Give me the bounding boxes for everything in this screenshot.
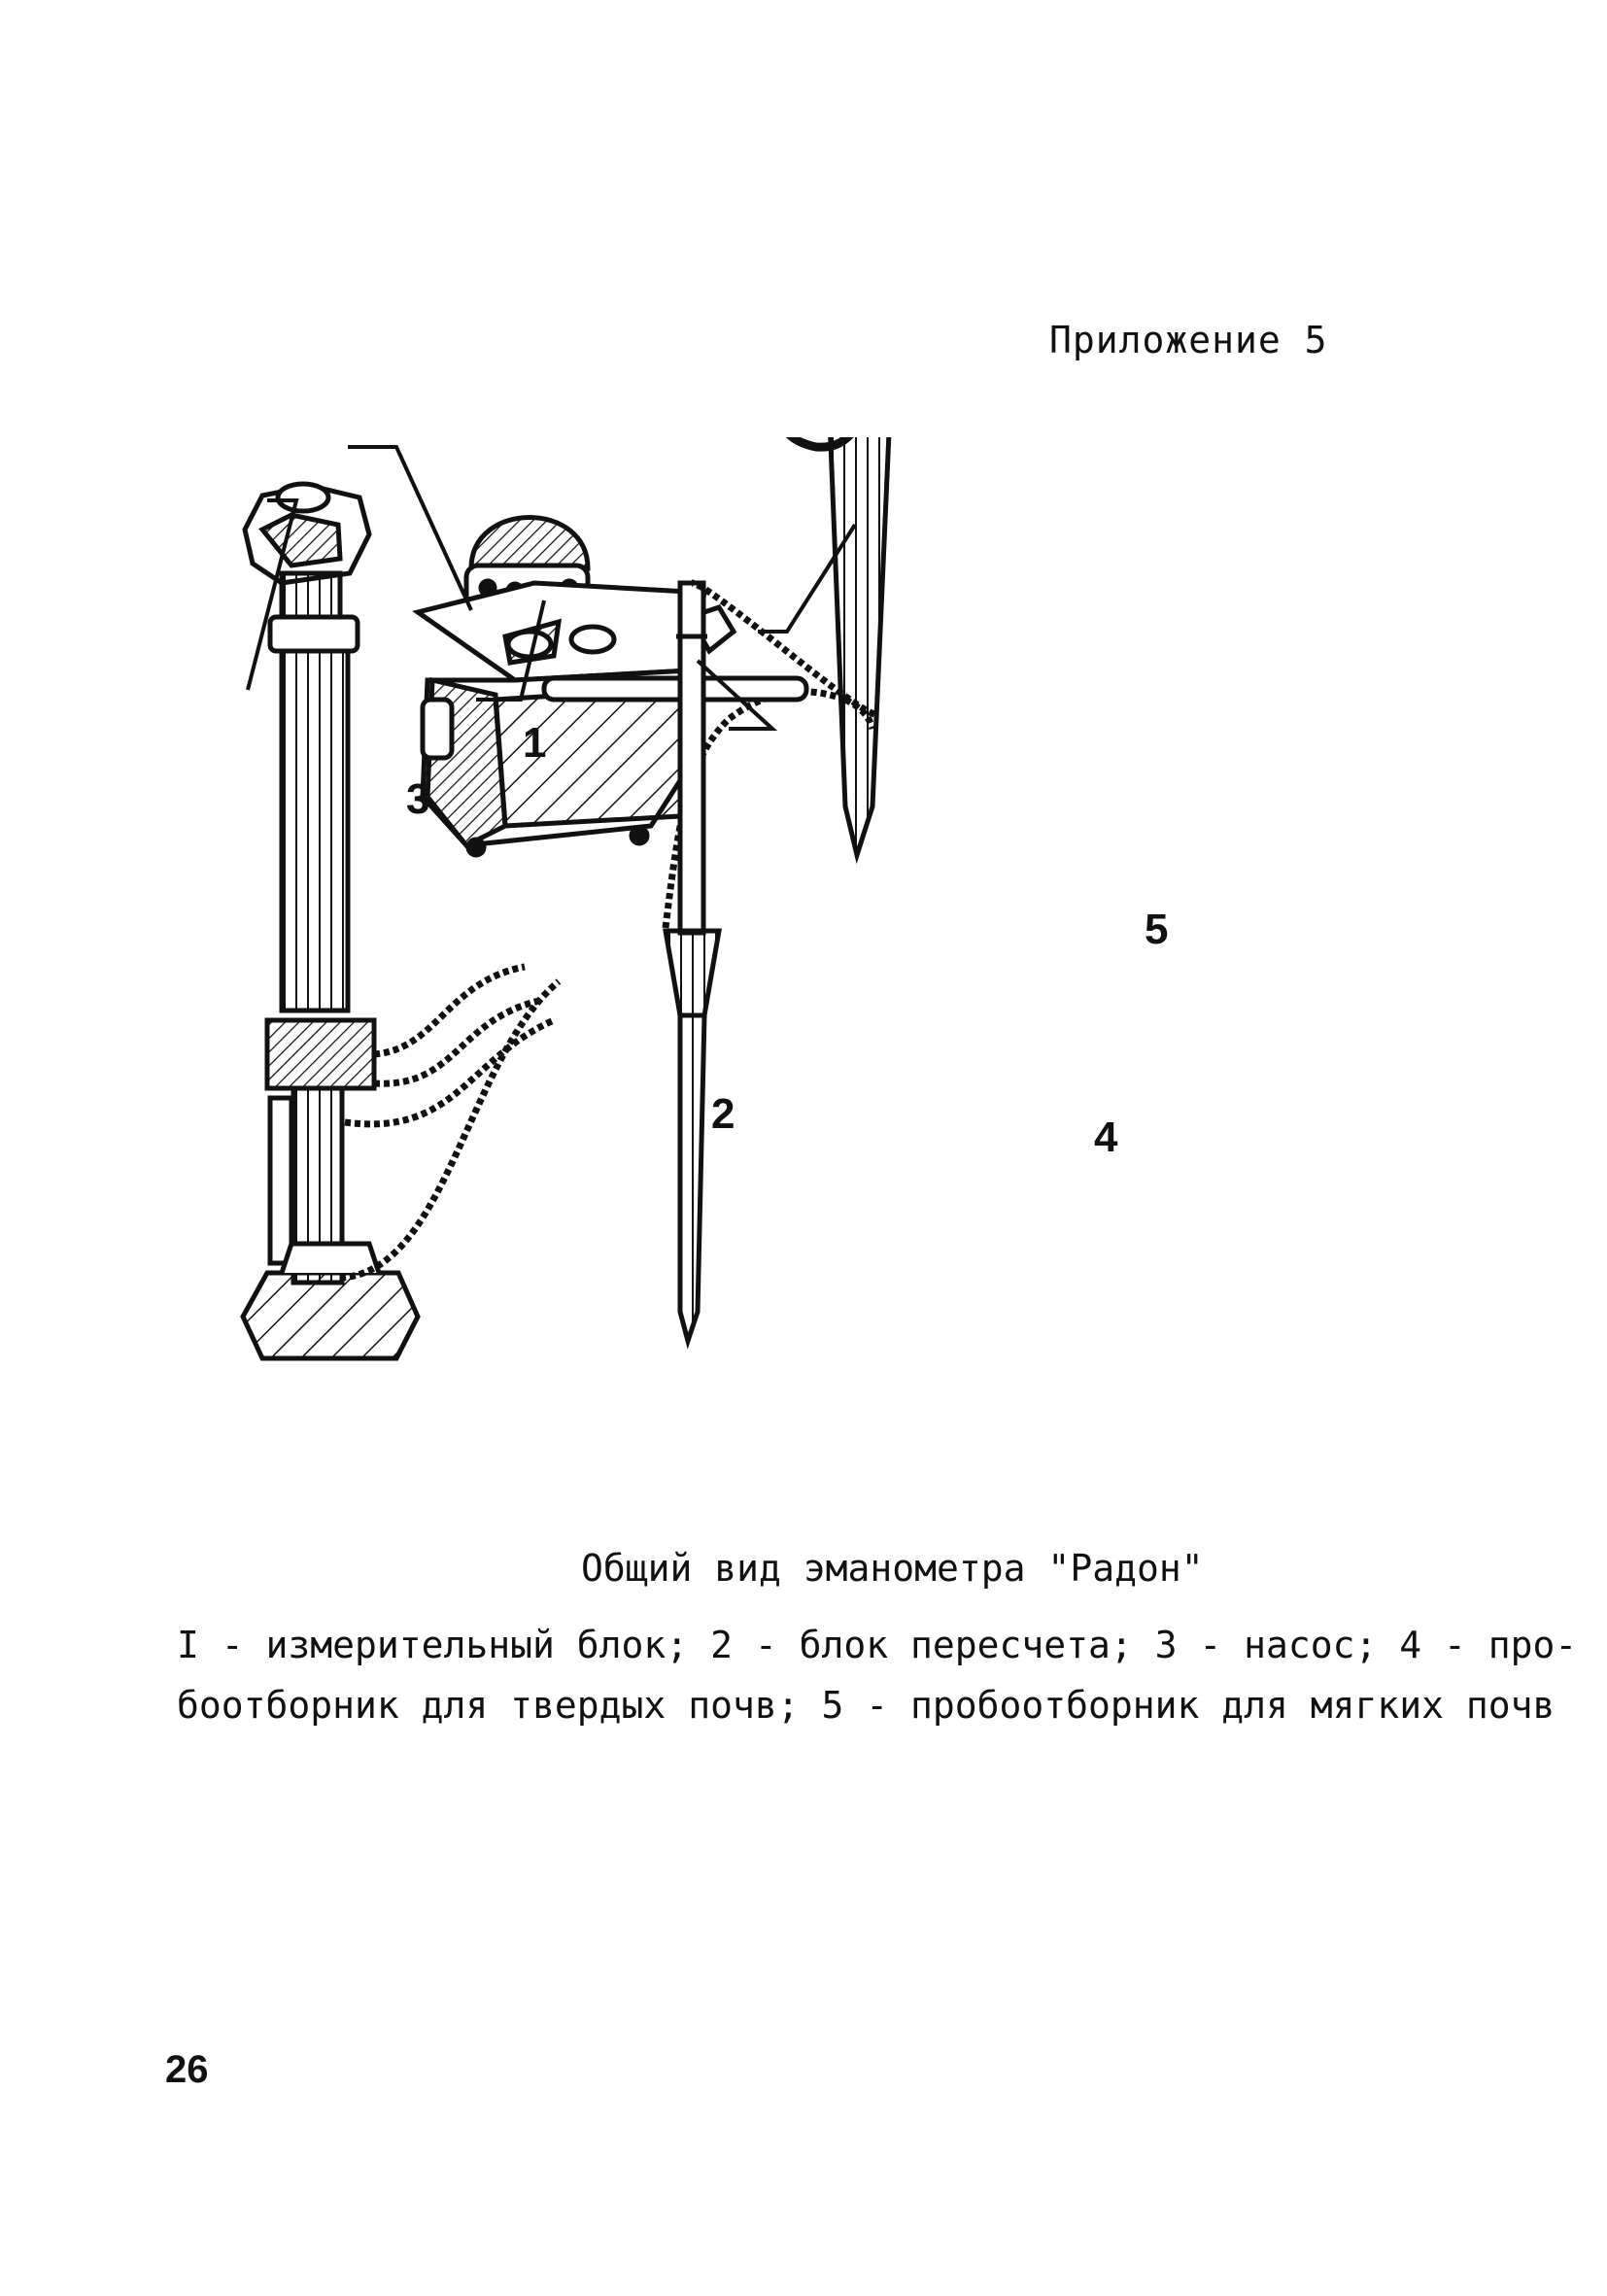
legend-line: боотборник для твердых почв; 5 - пробоотборник для мягких почв bbox=[177, 1684, 1556, 1727]
callout-2: 2 bbox=[711, 1090, 735, 1138]
radon-emanometer-figure bbox=[223, 437, 1448, 1448]
legend-line: I - измерительный блок; 2 - блок пересчета; 3 - насос; 4 - про- bbox=[177, 1624, 1578, 1666]
figure-legend bbox=[177, 1615, 1578, 1735]
pump-drawing bbox=[243, 484, 418, 1358]
page-number: 26 bbox=[165, 2048, 209, 2091]
callout-1: 1 bbox=[523, 719, 547, 767]
callout-4: 4 bbox=[1094, 1114, 1118, 1161]
callout-5: 5 bbox=[1145, 906, 1169, 953]
appendix-label: Приложение 5 bbox=[1049, 319, 1328, 361]
figure-caption-title: Общий вид эманометра "Радон" bbox=[581, 1547, 1204, 1590]
soft-soil-sampler-drawing bbox=[778, 437, 906, 855]
callout-3: 3 bbox=[406, 775, 430, 823]
